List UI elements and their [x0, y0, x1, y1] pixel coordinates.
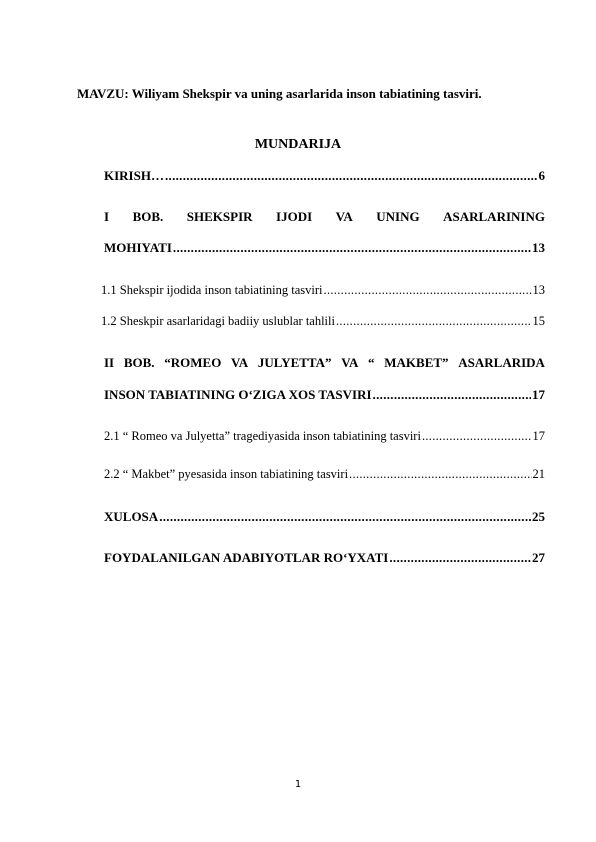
- toc-word: ASARLARINING: [443, 209, 545, 224]
- toc-word: UNING: [376, 209, 420, 224]
- toc-entry-kirish[interactable]: [104, 168, 545, 184]
- toc-page-number: 17: [532, 387, 545, 402]
- toc-leader-dots: [422, 429, 532, 444]
- toc-word: MAKBET”: [384, 355, 449, 370]
- toc-entry-bob2-inson[interactable]: [104, 387, 545, 403]
- toc-label: 2.1 “ Romeo va Julyetta” tragediyasida inson tabiatining tasviri: [104, 429, 421, 443]
- toc-word: BOB.: [123, 355, 155, 370]
- toc-label: MOHIYATI: [104, 240, 172, 255]
- toc-page-number: 13: [532, 240, 545, 255]
- toc-word: VA: [231, 355, 249, 370]
- toc-word: ASARLARIDA: [458, 355, 545, 370]
- toc-label: XULOSA: [104, 509, 159, 524]
- toc-leader-dots: [159, 509, 531, 525]
- page-number: 1: [294, 779, 302, 790]
- toc-word: IJODI: [276, 209, 313, 224]
- toc-label: FOYDALANILGAN ADABIYOTLAR RO‘YXATI: [104, 550, 389, 565]
- toc-entry-bob1-title[interactable]: [104, 209, 545, 225]
- toc-entry-2-1[interactable]: [104, 429, 545, 444]
- toc-word: II: [104, 355, 115, 370]
- toc-page-number: 6: [538, 168, 545, 183]
- toc-entry-xulosa[interactable]: [104, 509, 545, 525]
- toc-leader-dots: [336, 314, 532, 329]
- toc-word: “ROMEO: [164, 355, 222, 370]
- toc-entry-1-1[interactable]: [101, 283, 545, 298]
- toc-page-number: 27: [532, 550, 545, 565]
- toc-word: “: [368, 355, 375, 370]
- toc-entry-bob2-title[interactable]: [104, 355, 545, 371]
- toc-label: 2.2 “ Makbet” pyesasida inson tabiatining tasviri: [104, 467, 349, 481]
- toc-word: VA: [341, 355, 359, 370]
- toc-leader-dots: [373, 387, 531, 403]
- toc-entry-2-2[interactable]: [104, 467, 545, 482]
- toc-leader-dots: [165, 168, 538, 184]
- toc-entry-bob1-mohiyati[interactable]: [104, 240, 545, 256]
- toc-page-number: 21: [532, 467, 545, 481]
- document-topic: MAVZU: Wiliyam Shekspir va uning asarlarida inson tabiatining tasviri.: [77, 86, 482, 101]
- toc-entry-adabiyotlar[interactable]: [104, 550, 545, 566]
- toc-word: I: [104, 209, 110, 224]
- toc-leader-dots: [349, 467, 531, 482]
- toc-page-number: 13: [532, 283, 545, 297]
- toc-page-number: 15: [532, 314, 545, 328]
- toc-label: 1.1 Shekspir ijodida inson tabiatining tasviri: [101, 283, 323, 297]
- toc-label: KIRISH…: [104, 168, 164, 183]
- toc-page-number: 17: [532, 429, 545, 443]
- toc-word: JULYETTA”: [257, 355, 332, 370]
- toc-leader-dots: [173, 240, 531, 256]
- toc-heading: MUNDARIJA: [254, 137, 342, 152]
- toc-page-number: 25: [532, 509, 545, 524]
- toc-label: 1.2 Sheskpir asarlaridagi badiiy uslublar tahlili: [101, 314, 335, 328]
- toc-word: VA: [335, 209, 353, 224]
- toc-word: BOB.: [132, 209, 164, 224]
- toc-word: SHEKSPIR: [186, 209, 253, 224]
- toc-leader-dots: [324, 283, 532, 298]
- toc-leader-dots: [389, 550, 531, 566]
- toc-label: INSON TABIATINING O‘ZIGA XOS TASVIRI: [104, 387, 372, 402]
- toc-entry-1-2[interactable]: [101, 314, 545, 329]
